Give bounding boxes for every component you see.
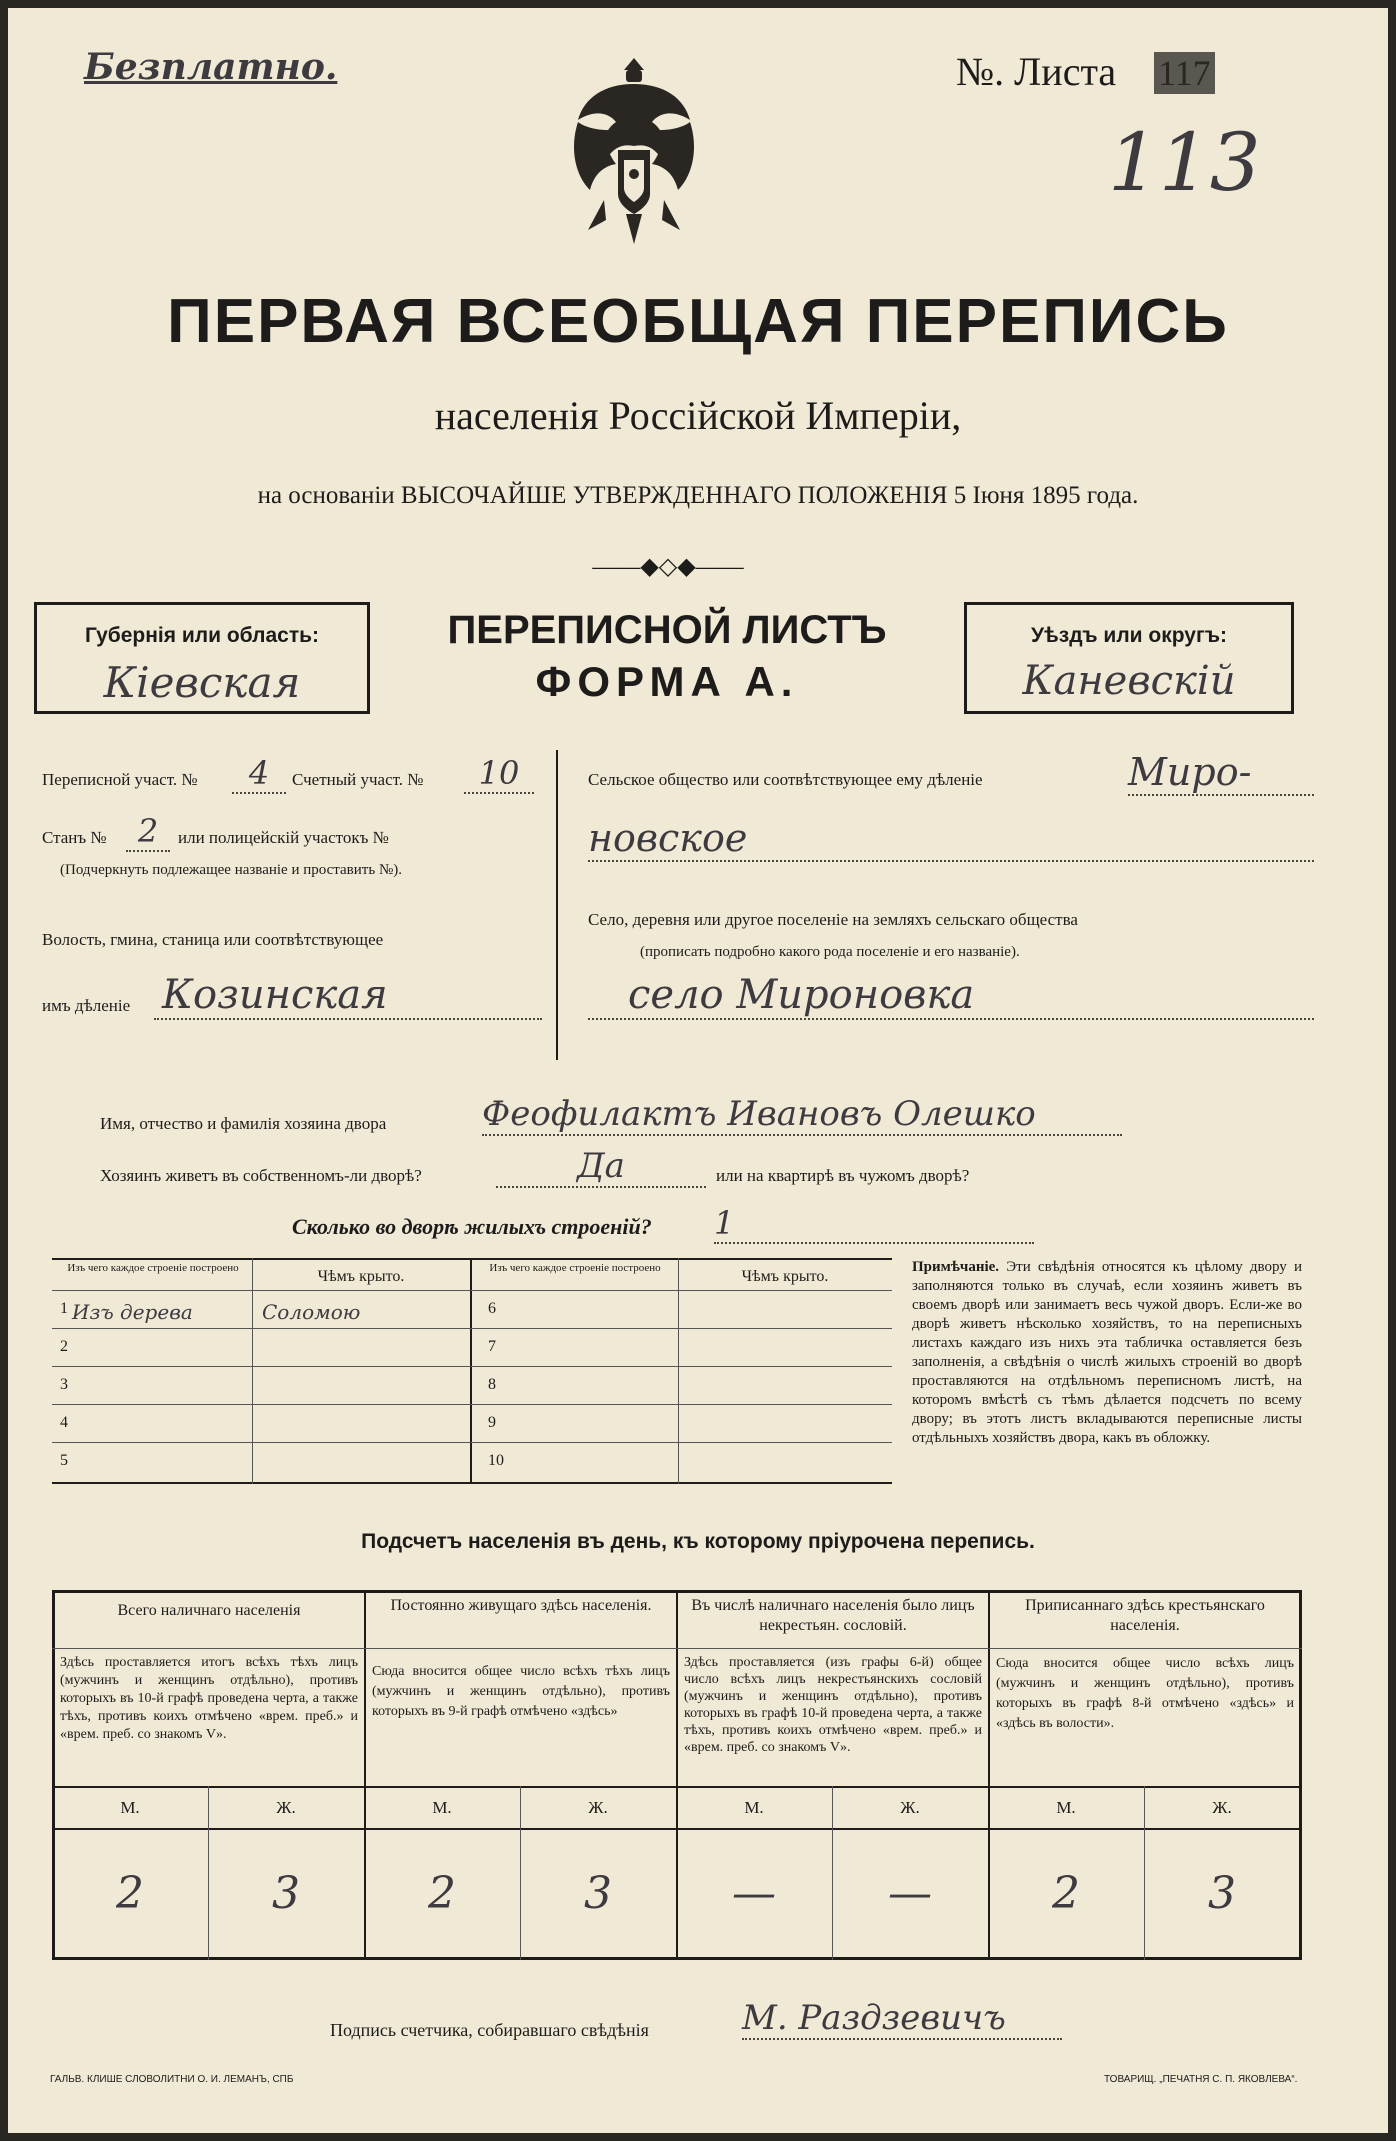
form-title: ПЕРЕПИСНОЙ ЛИСТЪ xyxy=(447,608,887,652)
stan-label: Станъ № xyxy=(42,828,107,847)
buildings-col-material-left: Изъ чего каждое строеніе построено xyxy=(67,1262,239,1274)
building-row-3-n: 3 xyxy=(60,1376,68,1393)
pop-col-3-desc: Здѣсь проставляется (изъ графы 6-й) общее число всѣхъ лицъ некрестьянскихъ сословій (мужчинъ и женщинъ отдѣльно), противъ которыхъ въ графѣ 10-й проведена черта, а также тѣхъ, противъ коихъ отмѣчено «врем. преб.» и «врем. преб. со знакомъ V». xyxy=(684,1655,982,1755)
buildings-label: Сколько во дворѣ жилыхъ строеній? xyxy=(292,1214,652,1239)
pop-col-1-m-label: М. xyxy=(120,1798,140,1817)
sheet-number-label: №. Листа xyxy=(956,49,1117,94)
district-label: Уѣздъ или округъ: xyxy=(1030,624,1228,647)
building-row-4-n: 4 xyxy=(60,1414,68,1431)
note-text: Эти свѣдѣнія относятся къ цѣлому двору и заполняются только въ случаѣ, если хозяинъ живетъ въ своемъ дворѣ или занимаетъ весь чужой дворъ. Если-же во дворѣ живетъ нѣсколько хозяйствъ, то на переписныхъ листахъ каждаго изъ нихъ эта табличка оставляется безъ заполненія, а свѣдѣнія о числѣ жилыхъ строеній во дворѣ проставляются на отдѣльномъ переписномъ листѣ, на которомъ вмѣстѣ съ тѣмъ дѣлается подсчетъ по всему двору; въ этотъ листъ вкладываются переписные листы отдѣльныхъ хозяйствъ двора, какъ въ обложку. xyxy=(912,1259,1303,1446)
pop-col-2-f-label: Ж. xyxy=(588,1798,608,1817)
pop-col-2-head: Постоянно живущаго здѣсь населенія. xyxy=(390,1597,652,1614)
population-title: Подсчетъ населенія въ день, къ которому пріурочена перепись. xyxy=(361,1530,1035,1553)
pop-col-4-m-value: 2 xyxy=(1052,1868,1080,1919)
province-label: Губернія или область: xyxy=(84,624,320,647)
society-value-1: Миро- xyxy=(1128,750,1314,796)
buildings-table xyxy=(52,1258,892,1484)
pop-col-3-m-label: М. xyxy=(744,1798,764,1817)
owner-name-label: Имя, отчество и фамилія хозяина двора xyxy=(100,1114,387,1133)
pop-col-4-m-label: М. xyxy=(1056,1798,1076,1817)
building-row-6-n: 6 xyxy=(488,1300,496,1317)
volost-label-line2: имъ дѣленіе xyxy=(42,996,131,1015)
building-row-9-n: 9 xyxy=(488,1414,496,1431)
stan-value: 2 xyxy=(126,812,170,852)
note-heading: Примѣчаніе. xyxy=(912,1259,1000,1275)
footer-right: ТОВАРИЩ. „ПЕЧАТНЯ С. П. ЯКОВЛЕВА“. xyxy=(1104,2074,1298,2085)
building-row-10-n: 10 xyxy=(488,1452,504,1469)
rented-label: или на квартирѣ въ чужомъ дворѣ? xyxy=(716,1166,970,1185)
double-headed-eagle-icon xyxy=(564,50,704,250)
census-sheet xyxy=(8,8,1388,2133)
volost-label-line1: Волость, гмина, станица или соотвѣтствующее xyxy=(42,930,384,949)
buildings-col-roof-left: Чѣмъ крыто. xyxy=(317,1268,405,1285)
owner-name-value: Феофилактъ Ивановъ Олешко xyxy=(482,1094,1122,1136)
pop-col-1-m-value: 2 xyxy=(116,1868,144,1919)
province-value: Кіевская xyxy=(103,658,301,707)
building-row-7-n: 7 xyxy=(488,1338,496,1355)
pop-col-1-desc: Здѣсь проставляется итогъ всѣхъ тѣхъ лицъ (мужчинъ и женщинъ отдѣльно), противъ которыхъ въ 10-й графѣ проведена черта, а также тѣхъ, противъ коихъ отмѣчено «врем. преб.» и «врем. преб. со знакомъ V». xyxy=(60,1655,358,1742)
sheet-number-handwritten: 113 xyxy=(1108,116,1261,209)
society-value-2: новское xyxy=(588,816,1314,862)
note-block xyxy=(912,1258,1302,1448)
buildings-value: 1 xyxy=(714,1204,1034,1244)
pop-col-2-m-value: 2 xyxy=(428,1868,456,1919)
pop-col-4-head: Приписаннаго здѣсь крестьянскаго населенія. xyxy=(1025,1597,1265,1634)
pop-col-2-f-value: 3 xyxy=(584,1868,612,1919)
census-section-value: 4 xyxy=(232,754,286,794)
signature-value: М. Раздзевичъ xyxy=(742,1998,1062,2040)
ornament-divider: ——◆◇◆—— xyxy=(592,554,744,580)
pop-col-3-m-value: — xyxy=(732,1868,776,1919)
census-section-label: Переписной участ. № xyxy=(42,770,198,789)
pop-col-4-desc: Сюда вносится общее число всѣхъ лицъ (мужчинъ и женщинъ отдѣльно), противъ которыхъ въ графѣ 8-й отмѣчено «здѣсь» и «здѣсь въ волости». xyxy=(996,1656,1294,1731)
pop-col-1-f-label: Ж. xyxy=(276,1798,296,1817)
police-label: или полицейскій участокъ № xyxy=(178,828,389,847)
pop-col-4-f-label: Ж. xyxy=(1212,1798,1232,1817)
pop-col-2-m-label: М. xyxy=(432,1798,452,1817)
own-yard-label: Хозяинъ живетъ въ собственномъ-ли дворѣ? xyxy=(100,1166,422,1185)
underline-note: (Подчеркнуть подлежащее названіе и проставить №). xyxy=(60,862,402,878)
district-value: Каневскій xyxy=(1022,658,1236,704)
society-label: Сельское общество или соотвѣтствующее ему дѣленіе xyxy=(588,770,983,789)
building-row-5-n: 5 xyxy=(60,1452,68,1469)
count-section-value: 10 xyxy=(464,754,534,794)
pop-col-3-f-value: — xyxy=(888,1868,932,1919)
building-row-1-material: Изъ дерева xyxy=(72,1300,193,1324)
pop-col-4-f-value: 3 xyxy=(1208,1868,1236,1919)
pop-col-1-head: Всего наличнаго населенія xyxy=(117,1602,301,1619)
column-divider xyxy=(556,750,558,1060)
pop-col-3-f-label: Ж. xyxy=(900,1798,920,1817)
signature-label: Подпись счетчика, собиравшаго свѣдѣнія xyxy=(330,2020,649,2040)
page-subtitle: населенія Россійской Имперіи, xyxy=(434,393,962,438)
footer-left: ГАЛЬВ. КЛИШЕ СЛОВОЛИТНИ О. И. ЛЕМАНЪ, СПБ xyxy=(50,2074,294,2085)
form-subtitle: ФОРМА А. xyxy=(535,658,799,705)
pop-col-2-desc: Сюда вносится общее число всѣхъ тѣхъ лицъ (мужчинъ и женщинъ отдѣльно), противъ которыхъ въ 9-й графѣ отмѣчено «здѣсь» xyxy=(372,1664,670,1719)
village-label: Село, деревня или другое поселеніе на земляхъ сельскаго общества xyxy=(588,910,1078,929)
pop-col-3-head: Въ числѣ наличнаго населенія было лицъ некрестьян. сословій. xyxy=(691,1597,975,1634)
buildings-col-material-right: Изъ чего каждое строеніе построено xyxy=(489,1262,661,1274)
village-note: (прописать подробно какого рода поселеніе и его названіе). xyxy=(640,944,1020,960)
pop-col-1-f-value: 3 xyxy=(272,1868,300,1919)
page-title: ПЕРВАЯ ВСЕОБЩАЯ ПЕРЕПИСЬ xyxy=(167,287,1229,356)
building-row-1-n: 1 xyxy=(60,1300,68,1317)
volost-value: Козинская xyxy=(154,972,542,1020)
legal-basis: на основаніи ВЫСОЧАЙШЕ УТВЕРЖДЕННАГО ПОЛОЖЕНІЯ 5 Іюня 1895 года. xyxy=(257,482,1139,509)
free-label: Безплатно. xyxy=(84,46,338,88)
building-row-8-n: 8 xyxy=(488,1376,496,1393)
sheet-number-struck: 117 xyxy=(1154,52,1215,94)
buildings-col-roof-right: Чѣмъ крыто. xyxy=(741,1268,829,1285)
village-value: село Мироновка xyxy=(588,972,1314,1020)
building-row-2-n: 2 xyxy=(60,1338,68,1355)
count-section-label: Счетный участ. № xyxy=(292,770,424,789)
own-yard-value: Да xyxy=(496,1146,706,1188)
building-row-1-roof: Соломою xyxy=(262,1300,361,1324)
